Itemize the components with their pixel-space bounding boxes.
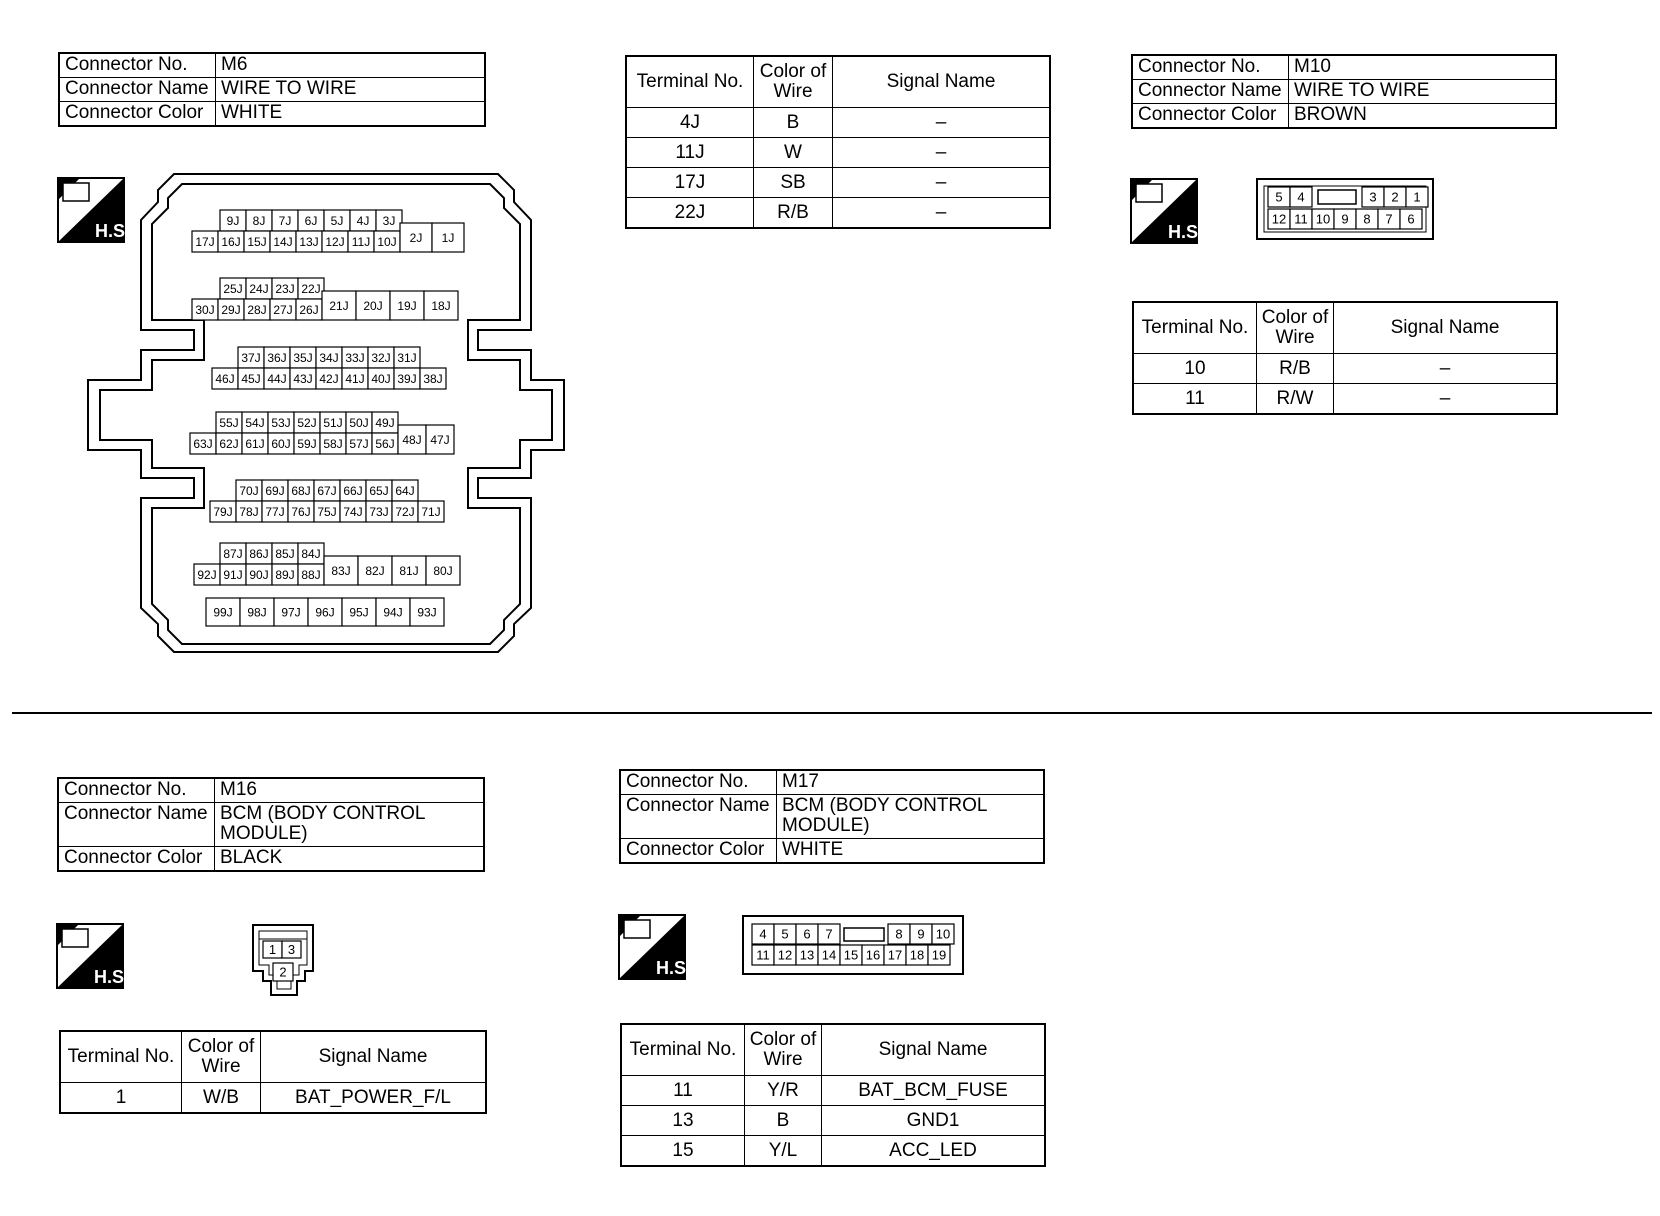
pin-label: 5J: [330, 213, 344, 228]
pin-label: 15: [843, 947, 859, 963]
wire-color: B: [745, 1106, 822, 1136]
wire-color: R/B: [1257, 354, 1334, 384]
pin-label: 49J: [375, 415, 395, 430]
pin-label: 97J: [281, 605, 301, 620]
connector-number-row: [1132, 55, 1556, 80]
pin-label: 76J: [291, 504, 311, 519]
signal-name: BAT_POWER_F/L: [261, 1083, 487, 1114]
connector-number-label: Connector No.: [58, 778, 215, 803]
pin-label: 9: [917, 926, 925, 942]
pin-label: 12: [777, 947, 793, 963]
pin-label: 13: [799, 947, 815, 963]
section-divider: [12, 712, 1652, 714]
wire-color: R/B: [754, 198, 833, 229]
signal-name: –: [1334, 384, 1558, 415]
pin-label: 4: [1297, 189, 1305, 205]
pin-label: 37J: [241, 350, 261, 365]
pin-label: 80J: [433, 563, 453, 578]
terminal-no-header: Terminal No.: [1133, 302, 1257, 354]
pin-label: 14: [821, 947, 837, 963]
connector-name-line1: BCM (BODY CONTROL: [220, 803, 426, 824]
wire-color-header: [745, 1024, 822, 1076]
wire-color: B: [754, 108, 833, 138]
pin-label: 95J: [349, 605, 369, 620]
connector-color-value: WHITE: [216, 102, 486, 127]
wire-color-header-line2: Wire: [1275, 327, 1315, 348]
pin-label: 86J: [249, 546, 269, 561]
pin-label: 61J: [245, 436, 265, 451]
pin-label: 67J: [317, 483, 337, 498]
connector-name-label: Connector Name: [1132, 80, 1289, 104]
wire-color: Y/L: [745, 1136, 822, 1167]
pin-label: 21J: [329, 298, 349, 313]
pin-label: 73J: [369, 504, 389, 519]
wire-color-header: [1257, 302, 1334, 354]
wire-color-header-line1: Color of: [187, 1036, 255, 1057]
pin-label: 6: [803, 926, 811, 942]
pin-label: 55J: [219, 415, 239, 430]
pin-label: 14J: [273, 234, 293, 249]
pin-label: 15J: [247, 234, 267, 249]
m16-connector-info-table: [57, 777, 485, 872]
terminal-no-header: Terminal No.: [626, 56, 754, 108]
connector-number-value: M16: [215, 778, 485, 803]
connector-name-row: [59, 78, 485, 102]
pin-label: 12: [1271, 211, 1287, 227]
pin-label: 64J: [395, 483, 415, 498]
m17-connector-info-table: [619, 769, 1045, 864]
pin-label: 45J: [241, 371, 261, 386]
pin-label: 3: [287, 942, 296, 958]
pin-label: 77J: [265, 504, 285, 519]
connector-name-line1: BCM (BODY CONTROL: [782, 795, 988, 816]
hs-label: H.S.: [94, 967, 130, 987]
connector-number-value: M10: [1289, 55, 1557, 80]
terminal-row: [626, 168, 1050, 198]
pin-label: 50J: [349, 415, 369, 430]
connector-color-row: [620, 839, 1044, 864]
signal-name-header: Signal Name: [1334, 302, 1558, 354]
pin-label: 39J: [397, 371, 417, 386]
hs-label: H.S.: [656, 958, 692, 978]
pin-label: 19J: [397, 298, 417, 313]
pin-label: 1: [268, 942, 277, 958]
wire-color-header: [754, 56, 833, 108]
pin-label: 42J: [319, 371, 339, 386]
m10-connector-face-diagram: [1256, 178, 1434, 242]
pin-label: 34J: [319, 350, 339, 365]
pin-label: 38J: [423, 371, 443, 386]
connector-name-value: [777, 795, 1045, 839]
pin-label: 11: [1294, 211, 1308, 227]
pin-label: 40J: [371, 371, 391, 386]
pin-label: 5: [1275, 189, 1283, 205]
connector-number-value: M6: [216, 53, 486, 78]
signal-name-header: Signal Name: [833, 56, 1051, 108]
pin-label: 8: [895, 926, 903, 942]
pin-label: 82J: [365, 563, 385, 578]
connector-name-line2: MODULE): [220, 823, 308, 844]
pin-label: 57J: [349, 436, 369, 451]
connector-number-row: [620, 770, 1044, 795]
pin-label: 7: [825, 926, 833, 942]
wire-color-header: [182, 1031, 261, 1083]
connector-name-label: Connector Name: [59, 78, 216, 102]
m17-connector-face-diagram: [742, 915, 964, 977]
m6-connector-info-table: [58, 52, 486, 127]
pin-label: 16: [865, 947, 881, 963]
pin-label: 10J: [377, 234, 397, 249]
connector-color-row: [58, 847, 484, 872]
pin-label: 56J: [375, 436, 395, 451]
pin-label: 74J: [343, 504, 363, 519]
pin-label: 69J: [265, 483, 285, 498]
pin-label: 35J: [293, 350, 313, 365]
pin-label: 72J: [395, 504, 415, 519]
wire-color-header-line1: Color of: [1261, 307, 1329, 328]
connector-color-label: Connector Color: [58, 847, 215, 872]
connector-color-value: BLACK: [215, 847, 485, 872]
pin-label: 33J: [345, 350, 365, 365]
pin-label: 6J: [304, 213, 318, 228]
pin-label: 92J: [197, 567, 217, 582]
pin-label: 85J: [275, 546, 295, 561]
m10-terminal-table: [1132, 301, 1558, 415]
terminal-row: [621, 1076, 1045, 1106]
connector-color-value: BROWN: [1289, 104, 1557, 129]
pin-label: 81J: [399, 563, 419, 578]
connector-name-row: [58, 803, 484, 847]
m17-pin-grid: [752, 924, 954, 965]
pin-label: 91J: [223, 567, 243, 582]
pin-label: 10: [935, 926, 951, 942]
pin-label: 84J: [301, 546, 321, 561]
pin-label: 79J: [213, 504, 233, 519]
pin-label: 3J: [382, 213, 396, 228]
pin-label: 12J: [325, 234, 345, 249]
pin-label: 43J: [293, 371, 313, 386]
hs-label: H.S.: [95, 221, 131, 241]
terminal-header-row: [60, 1031, 486, 1083]
pin-label: 41J: [345, 371, 365, 386]
connector-number-label: Connector No.: [59, 53, 216, 78]
wire-color-header-line2: Wire: [763, 1049, 803, 1070]
terminal-no: 10: [1133, 354, 1257, 384]
terminal-no-header: Terminal No.: [60, 1031, 182, 1083]
signal-name: BAT_BCM_FUSE: [822, 1076, 1046, 1106]
connector-number-row: [58, 778, 484, 803]
pin-label: 26J: [299, 302, 319, 317]
connector-name-value: WIRE TO WIRE: [216, 78, 486, 102]
pin-label: 30J: [195, 302, 215, 317]
pin-label: 18J: [431, 298, 451, 313]
connector-name-line2: MODULE): [782, 815, 870, 836]
pin-label: 48J: [402, 432, 422, 447]
pin-label: 59J: [297, 436, 317, 451]
m16-connector-face-diagram: [251, 923, 317, 997]
pin-label: 3: [1369, 189, 1377, 205]
connector-number-label: Connector No.: [620, 770, 777, 795]
pin-label: 11: [756, 947, 770, 963]
signal-name: –: [1334, 354, 1558, 384]
terminal-no: 13: [621, 1106, 745, 1136]
connector-color-label: Connector Color: [59, 102, 216, 127]
wire-color: Y/R: [745, 1076, 822, 1106]
terminal-row: [621, 1136, 1045, 1167]
pin-label: 13J: [299, 234, 319, 249]
m10-connector-info-table: [1131, 54, 1557, 129]
signal-name-header: Signal Name: [261, 1031, 487, 1083]
pin-label: 2J: [409, 230, 423, 245]
key-slot: [844, 928, 884, 941]
terminal-no: 4J: [626, 108, 754, 138]
pin-label: 7: [1385, 211, 1393, 227]
pin-label: 62J: [219, 436, 239, 451]
connector-name-label: Connector Name: [620, 795, 777, 839]
pin-label: 29J: [221, 302, 241, 317]
pin-label: 9J: [226, 213, 240, 228]
pin-label: 28J: [247, 302, 267, 317]
pin-label: 19: [931, 947, 947, 963]
connector-number-row: [59, 53, 485, 78]
pin-label: 8J: [252, 213, 266, 228]
terminal-row: [626, 198, 1050, 229]
pin-label: 24J: [249, 281, 269, 296]
wire-color-header-line1: Color of: [749, 1029, 817, 1050]
terminal-row: [626, 108, 1050, 138]
pin-label: 10: [1315, 211, 1331, 227]
pin-label: 17: [887, 947, 903, 963]
connector-name-row: [620, 795, 1044, 839]
pin-label: 75J: [317, 504, 337, 519]
pin-label: 20J: [363, 298, 383, 313]
m6-connector-face-diagram: [86, 172, 566, 672]
pin-label: 89J: [275, 567, 295, 582]
connector-number-label: Connector No.: [1132, 55, 1289, 80]
hs-label: H.S.: [1168, 222, 1204, 242]
pin-label: 8: [1363, 211, 1371, 227]
hs-harness-side-icon: [618, 914, 692, 980]
pin-label: 53J: [271, 415, 291, 430]
terminal-row: [626, 138, 1050, 168]
pin-label: 16J: [221, 234, 241, 249]
pin-label: 1: [1413, 189, 1421, 205]
connector-color-value: WHITE: [777, 839, 1045, 864]
pin-label: 7J: [278, 213, 292, 228]
signal-name: –: [833, 138, 1051, 168]
terminal-no-header: Terminal No.: [621, 1024, 745, 1076]
wire-color: W: [754, 138, 833, 168]
terminal-row: [621, 1106, 1045, 1136]
connector-name-label: Connector Name: [58, 803, 215, 847]
signal-name: –: [833, 198, 1051, 229]
signal-name-header: Signal Name: [822, 1024, 1046, 1076]
pin-label: 36J: [267, 350, 287, 365]
pin-label: 98J: [247, 605, 267, 620]
pin-label: 93J: [417, 605, 437, 620]
m6-terminal-table: [625, 55, 1051, 229]
pin-label: 11J: [351, 234, 371, 249]
hs-harness-side-icon: [1130, 178, 1204, 244]
pin-label: 60J: [271, 436, 291, 451]
connector-color-row: [59, 102, 485, 127]
pin-label: 94J: [383, 605, 403, 620]
pin-label: 71J: [421, 504, 441, 519]
hs-harness-side-icon: [56, 923, 130, 989]
connector-name-value: [215, 803, 485, 847]
pin-label: 78J: [239, 504, 259, 519]
terminal-no: 11J: [626, 138, 754, 168]
pin-label: 46J: [215, 371, 235, 386]
pin-label: 65J: [369, 483, 389, 498]
terminal-no: 17J: [626, 168, 754, 198]
pin-label: 2: [279, 964, 287, 980]
wire-color: W/B: [182, 1083, 261, 1114]
connector-number-value: M17: [777, 770, 1045, 795]
connector-name-value: WIRE TO WIRE: [1289, 80, 1557, 104]
terminal-no: 11: [1133, 384, 1257, 415]
wire-color: R/W: [1257, 384, 1334, 415]
pin-label: 44J: [267, 371, 287, 386]
pin-label: 51J: [323, 415, 343, 430]
terminal-row: [60, 1083, 486, 1114]
pin-label: 25J: [223, 281, 243, 296]
terminal-no: 1: [60, 1083, 182, 1114]
pin-label: 27J: [273, 302, 293, 317]
terminal-row: [1133, 354, 1557, 384]
wire-color: SB: [754, 168, 833, 198]
wire-color-header-line2: Wire: [773, 81, 813, 102]
connector-color-label: Connector Color: [1132, 104, 1289, 129]
pin-label: 54J: [245, 415, 265, 430]
pin-label: 90J: [249, 567, 269, 582]
terminal-no: 22J: [626, 198, 754, 229]
pin-label: 68J: [291, 483, 311, 498]
pin-label: 5: [781, 926, 789, 942]
terminal-header-row: [1133, 302, 1557, 354]
pin-label: 87J: [223, 546, 243, 561]
pin-label: 4: [759, 926, 767, 942]
pin-label: 31J: [397, 350, 417, 365]
terminal-header-row: [626, 56, 1050, 108]
pin-label: 9: [1341, 211, 1349, 227]
pin-label: 2: [1391, 189, 1399, 205]
pin-label: 88J: [301, 567, 321, 582]
signal-name: –: [833, 168, 1051, 198]
pin-label: 23J: [275, 281, 295, 296]
terminal-no: 11: [621, 1076, 745, 1106]
wire-color-header-line1: Color of: [759, 61, 827, 82]
connector-color-row: [1132, 104, 1556, 129]
pin-label: 22J: [301, 281, 321, 296]
terminal-row: [1133, 384, 1557, 415]
key-slot: [1318, 190, 1356, 204]
terminal-header-row: [621, 1024, 1045, 1076]
signal-name: GND1: [822, 1106, 1046, 1136]
pin-label: 17J: [195, 234, 215, 249]
pin-label: 6: [1407, 211, 1415, 227]
pin-label: 83J: [331, 563, 351, 578]
pin-label: 4J: [356, 213, 370, 228]
signal-name: ACC_LED: [822, 1136, 1046, 1167]
pin-label: 63J: [193, 436, 213, 451]
wire-color-header-line2: Wire: [201, 1056, 241, 1077]
pin-label: 47J: [430, 432, 450, 447]
connector-color-label: Connector Color: [620, 839, 777, 864]
pin-label: 70J: [239, 483, 259, 498]
pin-label: 58J: [323, 436, 343, 451]
m6-pin-grid: [190, 210, 464, 626]
signal-name: –: [833, 108, 1051, 138]
terminal-no: 15: [621, 1136, 745, 1167]
m17-terminal-table: [620, 1023, 1046, 1167]
pin-label: 96J: [315, 605, 335, 620]
connector-name-row: [1132, 80, 1556, 104]
pin-label: 18: [909, 947, 925, 963]
pin-label: 32J: [371, 350, 391, 365]
pin-label: 99J: [213, 605, 233, 620]
pin-label: 1J: [441, 230, 455, 245]
m16-terminal-table: [59, 1030, 487, 1114]
pin-label: 66J: [343, 483, 363, 498]
pin-label: 52J: [297, 415, 317, 430]
